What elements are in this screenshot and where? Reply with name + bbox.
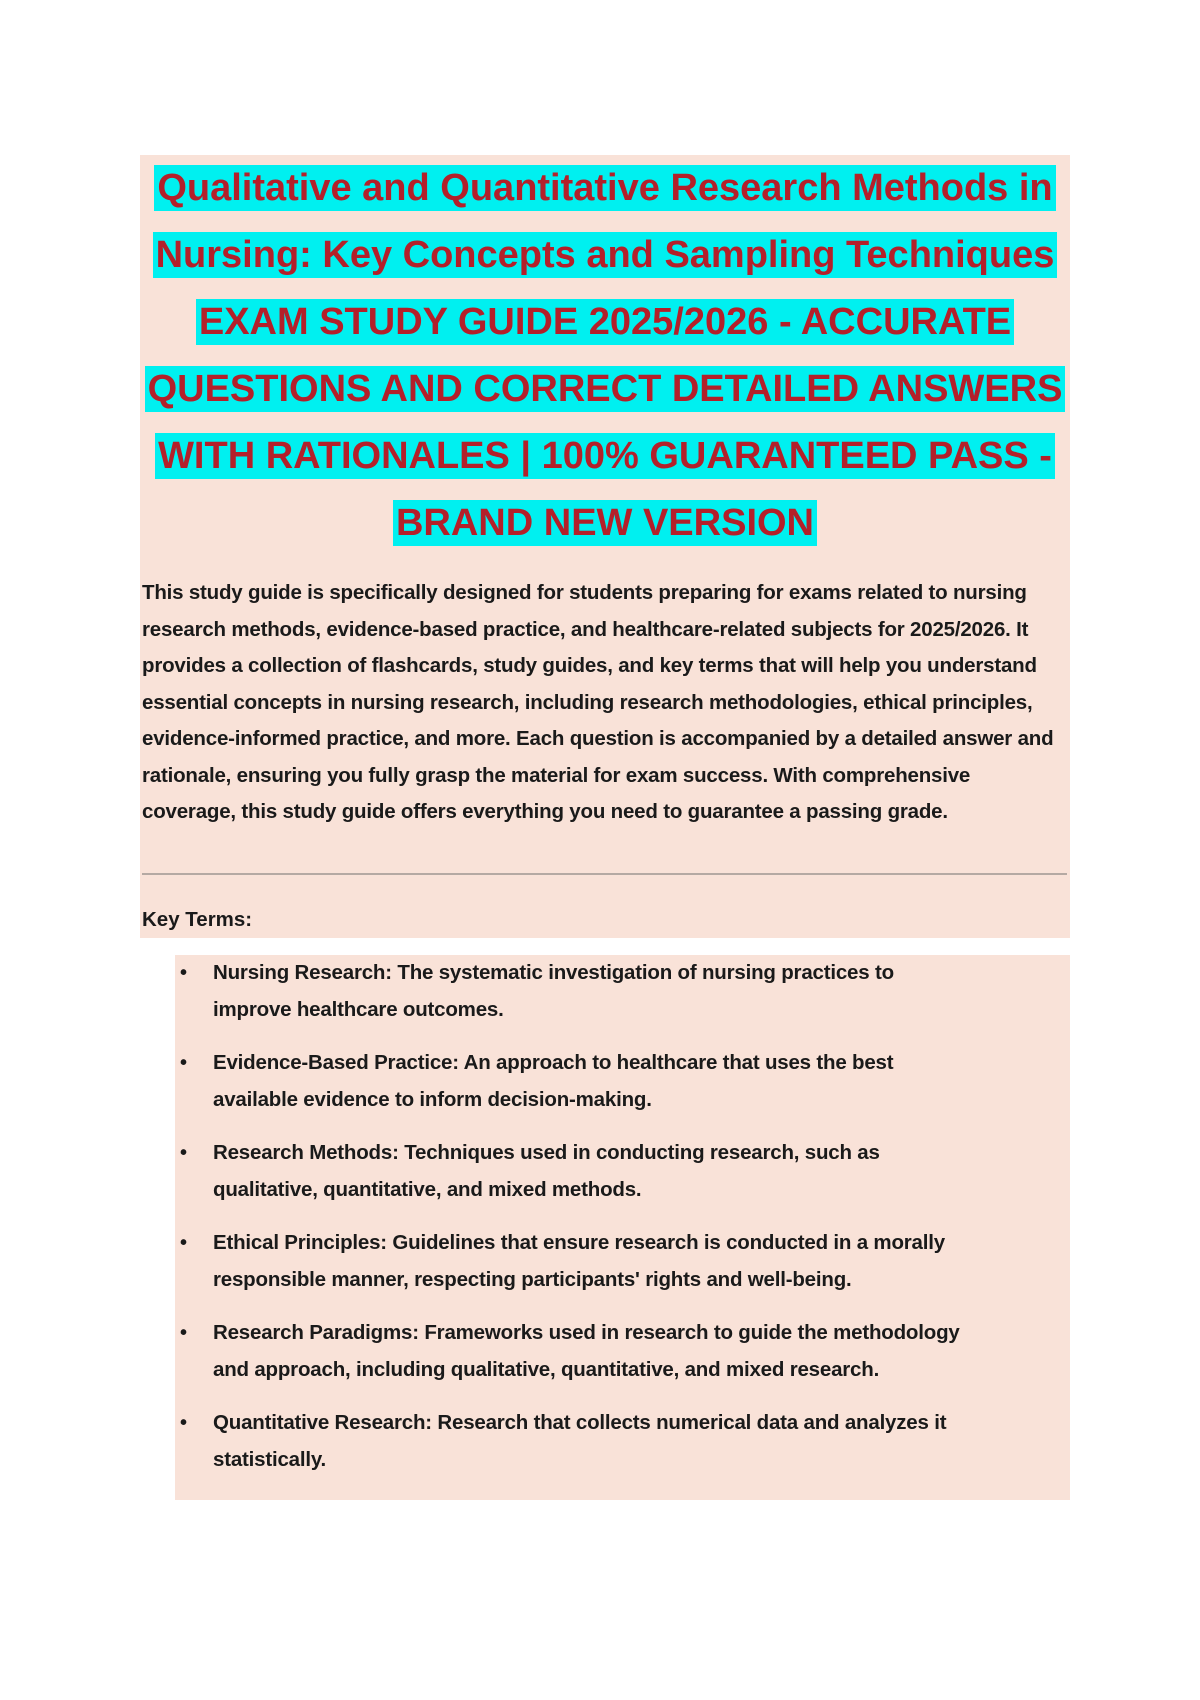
header-section <box>140 155 1070 938</box>
title-line-text: EXAM STUDY GUIDE 2025/2026 - ACCURATE <box>196 299 1014 345</box>
document-title <box>140 155 1070 557</box>
term-text: Quantitative Research: Research that collects numerical data and analyzes it statistically. <box>213 1411 947 1471</box>
term-text: Nursing Research: The systematic investigation of nursing practices to improve healthcare outcomes. <box>213 961 894 1021</box>
list-item <box>175 1135 973 1208</box>
title-line-text: Nursing: Key Concepts and Sampling Techniques <box>153 232 1058 278</box>
title-line <box>140 423 1070 490</box>
list-item <box>175 955 973 1028</box>
bullet-icon: • <box>180 1142 187 1164</box>
title-line <box>140 155 1070 222</box>
list-item <box>175 1045 973 1118</box>
key-terms-heading: Key Terms: <box>142 908 253 931</box>
term-text: Ethical Principles: Guidelines that ensure research is conducted in a morally responsible manner, respecting participants' rights and well-being. <box>213 1231 945 1291</box>
title-line-text: QUESTIONS AND CORRECT DETAILED ANSWERS <box>145 366 1066 412</box>
term-text: Research Paradigms: Frameworks used in research to guide the methodology and approach, including qualitative, quantitative, and mixed research. <box>213 1321 960 1381</box>
title-line <box>140 356 1070 423</box>
title-line <box>140 289 1070 356</box>
bullet-icon: • <box>180 1412 187 1434</box>
term-text: Evidence-Based Practice: An approach to healthcare that uses the best available evidence to inform decision-making. <box>213 1051 894 1111</box>
title-line-text: Qualitative and Quantitative Research Methods in <box>154 165 1055 211</box>
list-item <box>175 1315 973 1388</box>
title-line <box>140 222 1070 289</box>
title-line <box>140 490 1070 557</box>
intro-paragraph: This study guide is specifically designed for students preparing for exams related to nursing research methods, evidence-based practice, and healthcare-related subjects for 2025/2026. It provides a collection of flashcards, study guides, and key terms that will help you understand essential concepts in nursing research, including research methodologies, ethical principles, evidence-informed practice, and more. Each question is accompanied by a detailed answer and rationale, ensuring you fully grasp the material for exam success. With comprehensive coverage, this study guide offers everything you need to guarantee a passing grade. <box>142 581 1054 823</box>
bullet-icon: • <box>180 1052 187 1074</box>
term-text: Research Methods: Techniques used in conducting research, such as qualitative, quantitative, and mixed methods. <box>213 1141 880 1201</box>
section-divider <box>142 873 1067 875</box>
list-item <box>175 1225 973 1298</box>
bullet-icon: • <box>180 1322 187 1344</box>
title-line-text: BRAND NEW VERSION <box>393 500 817 546</box>
key-terms-list <box>175 955 1070 1495</box>
key-terms-section <box>175 955 1070 1500</box>
list-item <box>175 1405 973 1478</box>
bullet-icon: • <box>180 1232 187 1254</box>
title-line-text: WITH RATIONALES | 100% GUARANTEED PASS - <box>155 433 1055 479</box>
bullet-icon: • <box>180 962 187 984</box>
